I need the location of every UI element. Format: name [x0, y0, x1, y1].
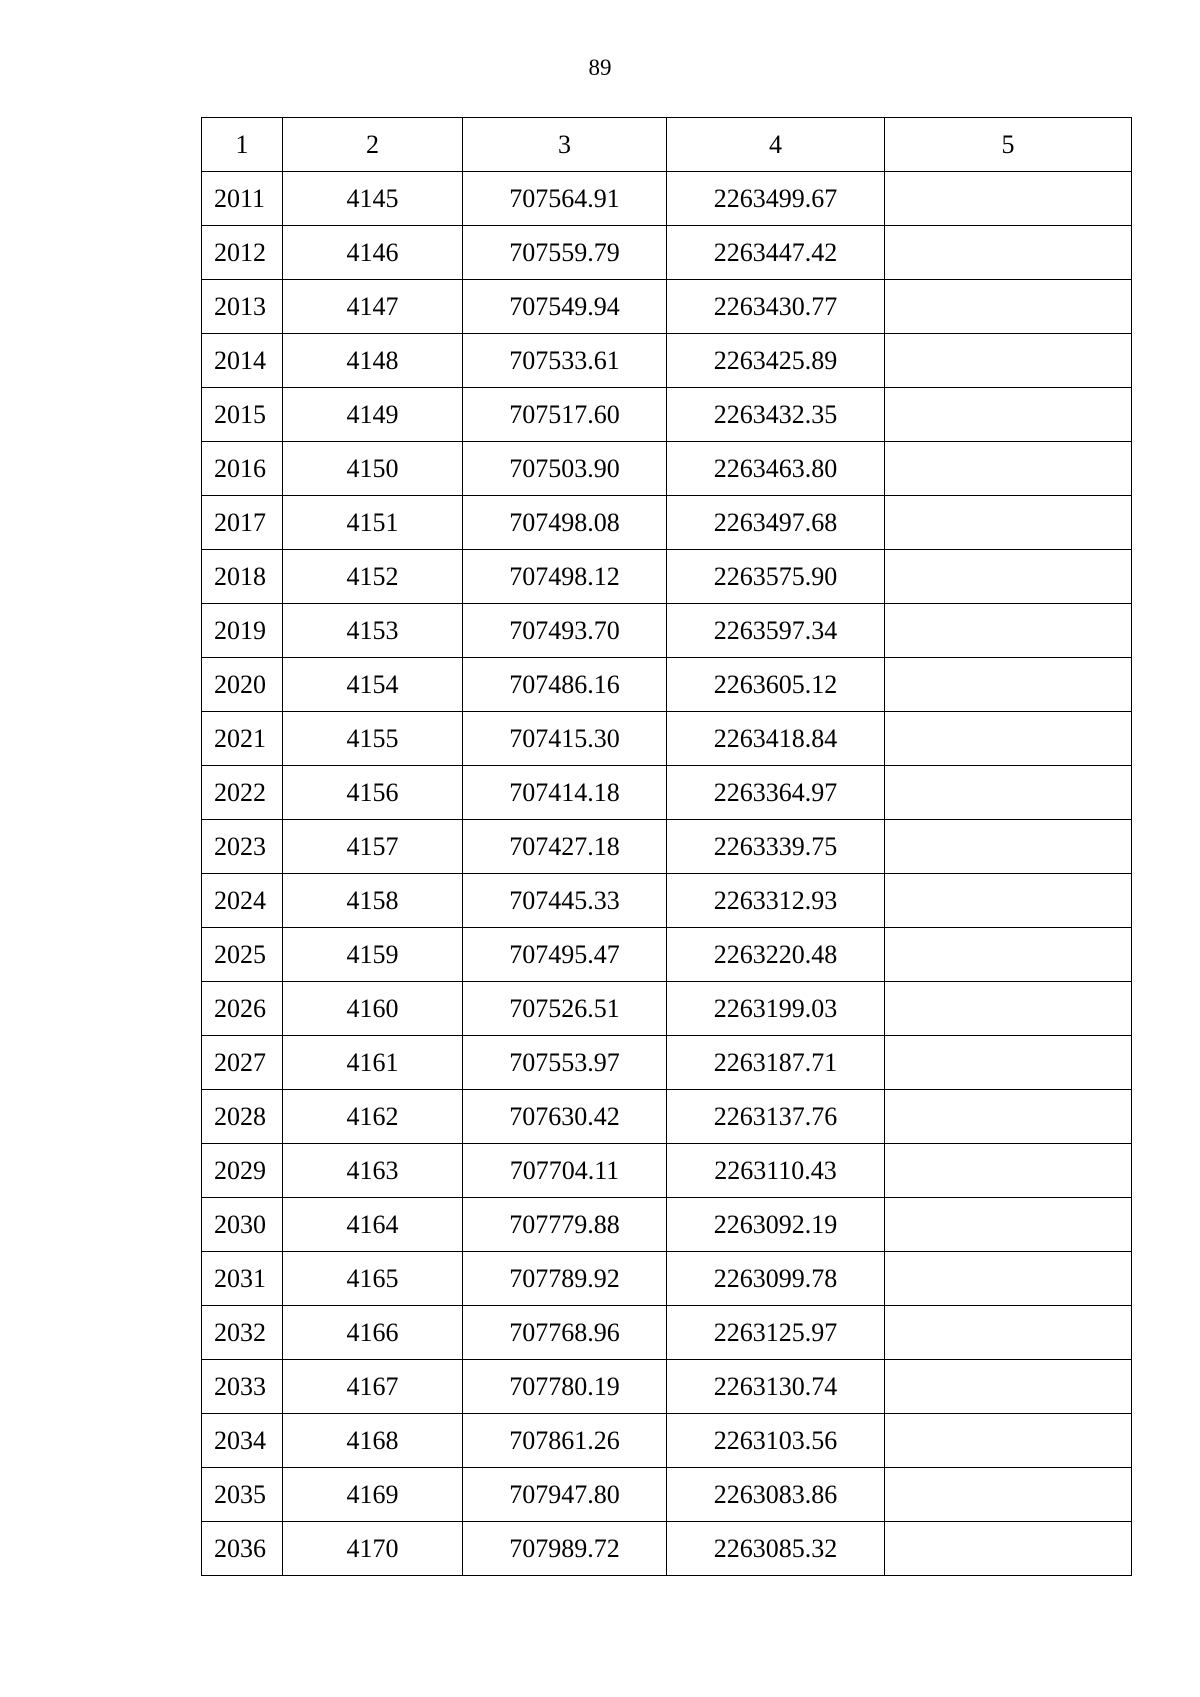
y-coordinate-cell: 2263418.84 [667, 712, 885, 766]
row-number-cell: 2035 [202, 1468, 283, 1522]
column-header-5: 5 [885, 118, 1132, 172]
note-cell [885, 1360, 1132, 1414]
row-number-cell: 2030 [202, 1198, 283, 1252]
y-coordinate-cell: 2263312.93 [667, 874, 885, 928]
row-number-cell: 2015 [202, 388, 283, 442]
table-row [202, 1090, 1132, 1144]
row-number-cell: 2013 [202, 280, 283, 334]
point-number-cell: 4151 [283, 496, 463, 550]
point-number-cell: 4162 [283, 1090, 463, 1144]
table-row [202, 658, 1132, 712]
coordinates-table [201, 117, 1132, 1576]
x-coordinate-cell: 707503.90 [463, 442, 667, 496]
point-number-cell: 4146 [283, 226, 463, 280]
note-cell [885, 1144, 1132, 1198]
row-number-cell: 2014 [202, 334, 283, 388]
note-cell [885, 874, 1132, 928]
point-number-cell: 4165 [283, 1252, 463, 1306]
y-coordinate-cell: 2263085.32 [667, 1522, 885, 1576]
point-number-cell: 4169 [283, 1468, 463, 1522]
point-number-cell: 4147 [283, 280, 463, 334]
y-coordinate-cell: 2263083.86 [667, 1468, 885, 1522]
point-number-cell: 4154 [283, 658, 463, 712]
row-number-cell: 2019 [202, 604, 283, 658]
table-row [202, 1198, 1132, 1252]
x-coordinate-cell: 707486.16 [463, 658, 667, 712]
x-coordinate-cell: 707526.51 [463, 982, 667, 1036]
x-coordinate-cell: 707768.96 [463, 1306, 667, 1360]
row-number-cell: 2023 [202, 820, 283, 874]
x-coordinate-cell: 707533.61 [463, 334, 667, 388]
note-cell [885, 658, 1132, 712]
x-coordinate-cell: 707427.18 [463, 820, 667, 874]
x-coordinate-cell: 707498.12 [463, 550, 667, 604]
row-number-cell: 2024 [202, 874, 283, 928]
table-row [202, 604, 1132, 658]
column-header-1: 1 [202, 118, 283, 172]
row-number-cell: 2028 [202, 1090, 283, 1144]
y-coordinate-cell: 2263220.48 [667, 928, 885, 982]
y-coordinate-cell: 2263430.77 [667, 280, 885, 334]
x-coordinate-cell: 707947.80 [463, 1468, 667, 1522]
table-row [202, 874, 1132, 928]
x-coordinate-cell: 707498.08 [463, 496, 667, 550]
y-coordinate-cell: 2263137.76 [667, 1090, 885, 1144]
row-number-cell: 2034 [202, 1414, 283, 1468]
table-row [202, 1036, 1132, 1090]
table-row [202, 766, 1132, 820]
point-number-cell: 4167 [283, 1360, 463, 1414]
y-coordinate-cell: 2263339.75 [667, 820, 885, 874]
x-coordinate-cell: 707445.33 [463, 874, 667, 928]
note-cell [885, 1036, 1132, 1090]
x-coordinate-cell: 707564.91 [463, 172, 667, 226]
note-cell [885, 1522, 1132, 1576]
point-number-cell: 4159 [283, 928, 463, 982]
row-number-cell: 2031 [202, 1252, 283, 1306]
y-coordinate-cell: 2263497.68 [667, 496, 885, 550]
y-coordinate-cell: 2263499.67 [667, 172, 885, 226]
table-row [202, 820, 1132, 874]
y-coordinate-cell: 2263092.19 [667, 1198, 885, 1252]
column-header-2: 2 [283, 118, 463, 172]
row-number-cell: 2036 [202, 1522, 283, 1576]
point-number-cell: 4164 [283, 1198, 463, 1252]
row-number-cell: 2022 [202, 766, 283, 820]
x-coordinate-cell: 707704.11 [463, 1144, 667, 1198]
point-number-cell: 4157 [283, 820, 463, 874]
note-cell [885, 1198, 1132, 1252]
y-coordinate-cell: 2263110.43 [667, 1144, 885, 1198]
row-number-cell: 2012 [202, 226, 283, 280]
note-cell [885, 550, 1132, 604]
y-coordinate-cell: 2263425.89 [667, 334, 885, 388]
x-coordinate-cell: 707495.47 [463, 928, 667, 982]
y-coordinate-cell: 2263447.42 [667, 226, 885, 280]
note-cell [885, 442, 1132, 496]
header-row [202, 118, 1132, 172]
x-coordinate-cell: 707517.60 [463, 388, 667, 442]
y-coordinate-cell: 2263125.97 [667, 1306, 885, 1360]
row-number-cell: 2026 [202, 982, 283, 1036]
table-row [202, 226, 1132, 280]
note-cell [885, 280, 1132, 334]
table-row [202, 1252, 1132, 1306]
table-row [202, 1522, 1132, 1576]
table-body [202, 172, 1132, 1576]
row-number-cell: 2011 [202, 172, 283, 226]
y-coordinate-cell: 2263463.80 [667, 442, 885, 496]
x-coordinate-cell: 707630.42 [463, 1090, 667, 1144]
note-cell [885, 496, 1132, 550]
point-number-cell: 4153 [283, 604, 463, 658]
row-number-cell: 2021 [202, 712, 283, 766]
point-number-cell: 4168 [283, 1414, 463, 1468]
x-coordinate-cell: 707415.30 [463, 712, 667, 766]
y-coordinate-cell: 2263597.34 [667, 604, 885, 658]
note-cell [885, 604, 1132, 658]
point-number-cell: 4148 [283, 334, 463, 388]
x-coordinate-cell: 707861.26 [463, 1414, 667, 1468]
point-number-cell: 4152 [283, 550, 463, 604]
page-number: 89 [588, 55, 612, 80]
table-row [202, 442, 1132, 496]
point-number-cell: 4156 [283, 766, 463, 820]
table-row [202, 388, 1132, 442]
table-row [202, 1360, 1132, 1414]
row-number-cell: 2032 [202, 1306, 283, 1360]
y-coordinate-cell: 2263199.03 [667, 982, 885, 1036]
row-number-cell: 2018 [202, 550, 283, 604]
note-cell [885, 1090, 1132, 1144]
y-coordinate-cell: 2263187.71 [667, 1036, 885, 1090]
point-number-cell: 4149 [283, 388, 463, 442]
y-coordinate-cell: 2263099.78 [667, 1252, 885, 1306]
point-number-cell: 4170 [283, 1522, 463, 1576]
row-number-cell: 2025 [202, 928, 283, 982]
row-number-cell: 2017 [202, 496, 283, 550]
table-row [202, 334, 1132, 388]
table-header [202, 118, 1132, 172]
row-number-cell: 2020 [202, 658, 283, 712]
table-row [202, 1306, 1132, 1360]
note-cell [885, 1414, 1132, 1468]
x-coordinate-cell: 707780.19 [463, 1360, 667, 1414]
point-number-cell: 4166 [283, 1306, 463, 1360]
table-row [202, 982, 1132, 1036]
table-row [202, 550, 1132, 604]
note-cell [885, 712, 1132, 766]
x-coordinate-cell: 707559.79 [463, 226, 667, 280]
x-coordinate-cell: 707789.92 [463, 1252, 667, 1306]
x-coordinate-cell: 707414.18 [463, 766, 667, 820]
y-coordinate-cell: 2263103.56 [667, 1414, 885, 1468]
point-number-cell: 4163 [283, 1144, 463, 1198]
column-header-4: 4 [667, 118, 885, 172]
x-coordinate-cell: 707553.97 [463, 1036, 667, 1090]
table-row [202, 928, 1132, 982]
table-row [202, 712, 1132, 766]
table-row [202, 1468, 1132, 1522]
table-row [202, 1144, 1132, 1198]
note-cell [885, 1306, 1132, 1360]
column-header-3: 3 [463, 118, 667, 172]
point-number-cell: 4158 [283, 874, 463, 928]
note-cell [885, 172, 1132, 226]
row-number-cell: 2033 [202, 1360, 283, 1414]
point-number-cell: 4150 [283, 442, 463, 496]
row-number-cell: 2016 [202, 442, 283, 496]
point-number-cell: 4160 [283, 982, 463, 1036]
x-coordinate-cell: 707989.72 [463, 1522, 667, 1576]
table-row [202, 496, 1132, 550]
note-cell [885, 820, 1132, 874]
note-cell [885, 334, 1132, 388]
row-number-cell: 2027 [202, 1036, 283, 1090]
note-cell [885, 388, 1132, 442]
x-coordinate-cell: 707779.88 [463, 1198, 667, 1252]
y-coordinate-cell: 2263364.97 [667, 766, 885, 820]
x-coordinate-cell: 707549.94 [463, 280, 667, 334]
y-coordinate-cell: 2263130.74 [667, 1360, 885, 1414]
y-coordinate-cell: 2263432.35 [667, 388, 885, 442]
point-number-cell: 4161 [283, 1036, 463, 1090]
note-cell [885, 766, 1132, 820]
table-row [202, 280, 1132, 334]
note-cell [885, 982, 1132, 1036]
note-cell [885, 226, 1132, 280]
note-cell [885, 928, 1132, 982]
y-coordinate-cell: 2263605.12 [667, 658, 885, 712]
row-number-cell: 2029 [202, 1144, 283, 1198]
point-number-cell: 4145 [283, 172, 463, 226]
point-number-cell: 4155 [283, 712, 463, 766]
table-row [202, 1414, 1132, 1468]
y-coordinate-cell: 2263575.90 [667, 550, 885, 604]
note-cell [885, 1468, 1132, 1522]
note-cell [885, 1252, 1132, 1306]
table-row [202, 172, 1132, 226]
x-coordinate-cell: 707493.70 [463, 604, 667, 658]
